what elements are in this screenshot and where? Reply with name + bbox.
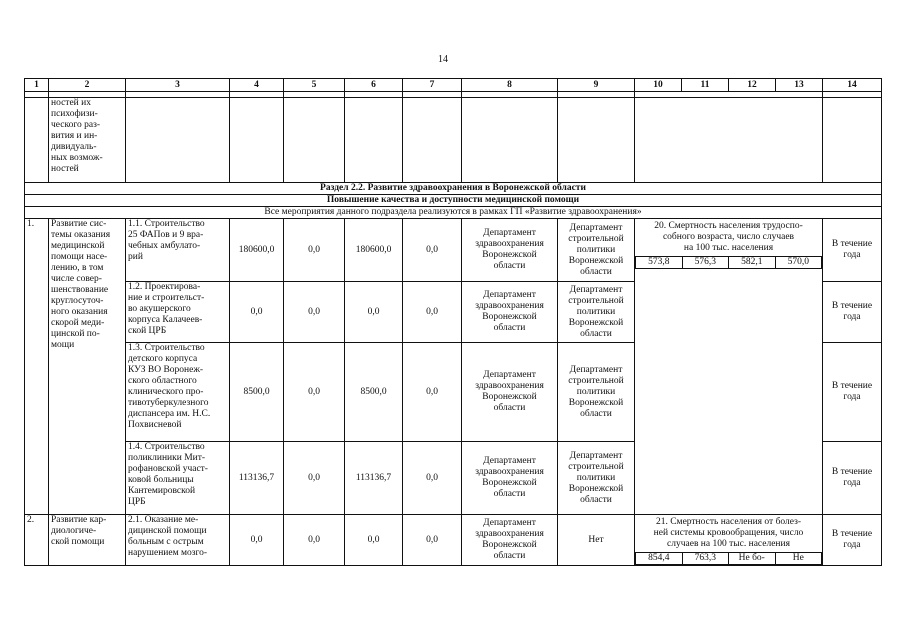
co-executor <box>558 515 635 566</box>
text-line: ского областного <box>128 376 197 386</box>
text-line: года <box>843 540 861 550</box>
text-line: психофизи- <box>51 109 98 119</box>
text-line: ковой больницы <box>128 475 194 485</box>
amount-c6: 8500,0 <box>345 343 403 442</box>
text-line: ностей их <box>51 98 91 108</box>
indicator-value: 573,8 <box>636 257 683 269</box>
text-line: лению, в том <box>51 263 104 273</box>
indicator-value: 582,1 <box>729 257 776 269</box>
co-executor <box>558 282 635 343</box>
amount-c6: 180600,0 <box>345 219 403 282</box>
responsible-executor <box>462 282 558 343</box>
text-line: В течение <box>831 381 873 391</box>
text-line: 20. Смертность населения трудоспо- <box>654 221 803 231</box>
text-line: Развитие кар- <box>51 515 107 525</box>
co-executor <box>558 343 635 442</box>
indicator-value: 570,0 <box>775 257 822 269</box>
continued-text <box>49 98 126 183</box>
text-line: ней системы кровообращения, число <box>653 528 804 538</box>
amount-c4: 0,0 <box>230 515 284 566</box>
text-line: 2.1. Оказание ме- <box>128 515 199 525</box>
text-line: помощи насе- <box>51 252 108 262</box>
program-table <box>24 78 882 566</box>
execution-term <box>823 219 882 282</box>
text-line: Департамент <box>483 228 536 238</box>
indicator-value: 854,4 <box>636 553 683 565</box>
text-line: ЦРБ <box>128 497 146 507</box>
indicator-value: Не <box>775 553 822 565</box>
text-line: мощи <box>51 340 75 350</box>
text-line: клинического про- <box>128 387 204 397</box>
text-line: Нет <box>588 534 604 545</box>
text-line: области <box>580 408 612 419</box>
text-line: ных возмож- <box>51 153 103 163</box>
amount-c4: 180600,0 <box>230 219 284 282</box>
text-line: медицинской <box>51 241 105 251</box>
execution-term <box>823 442 882 515</box>
amount-c4: 0,0 <box>230 282 284 343</box>
text-line: строительной <box>568 233 624 244</box>
text-line: 1.1. Строительство <box>128 219 205 229</box>
text-line: Развитие сис- <box>51 219 107 229</box>
text-line: цинской по- <box>51 329 100 339</box>
activity-text <box>126 442 230 515</box>
text-line: Департамент <box>569 364 623 375</box>
amount-c7: 0,0 <box>403 219 462 282</box>
row-number: 2. <box>25 515 49 566</box>
column-number: 7 <box>403 79 462 92</box>
text-line: здравоохранения <box>475 529 544 539</box>
column-number: 5 <box>284 79 345 92</box>
execution-term <box>823 343 882 442</box>
text-line: Воронежской <box>568 483 624 494</box>
text-line: области <box>580 328 612 339</box>
text-line: рий <box>128 252 143 262</box>
text-line: области <box>580 494 612 505</box>
amount-c5: 0,0 <box>284 219 345 282</box>
responsible-executor <box>462 219 558 282</box>
column-number: 2 <box>49 79 126 92</box>
column-number-row <box>25 79 882 92</box>
text-line: политики <box>576 472 616 483</box>
text-line: поликлиники Мит- <box>128 453 206 463</box>
responsible-executor <box>462 515 558 566</box>
activity-text <box>126 343 230 442</box>
text-line: скорой меди- <box>51 318 105 328</box>
text-line: нарушением мозго- <box>128 548 208 558</box>
text-line: 1.3. Строительство <box>128 343 205 353</box>
text-line: ской ЦРБ <box>128 326 167 336</box>
text-line: Воронежской <box>482 540 537 550</box>
text-line: В течение <box>831 301 873 311</box>
activity-text <box>126 515 230 566</box>
indicator-block <box>635 219 823 515</box>
text-line: В течение <box>831 529 873 539</box>
text-line: диологиче- <box>51 526 97 536</box>
amount-c5: 0,0 <box>284 515 345 566</box>
text-line: 25 ФАПов и 9 вра- <box>128 230 204 240</box>
text-line: собного возраста, число случаев <box>662 232 795 242</box>
text-line: шенствование <box>51 285 109 295</box>
column-number: 9 <box>558 79 635 92</box>
activity-row <box>25 515 882 566</box>
text-line: Воронежской <box>568 255 624 266</box>
column-number: 4 <box>230 79 284 92</box>
text-line: 1.2. Проектирова- <box>128 282 201 292</box>
co-executor <box>558 442 635 515</box>
text-line: корпуса Калачеев- <box>128 315 203 325</box>
column-number: 12 <box>729 79 776 92</box>
responsible-executor <box>462 343 558 442</box>
text-line: года <box>843 312 861 322</box>
row-name <box>49 219 126 515</box>
column-number: 1 <box>25 79 49 92</box>
amount-c6: 113136,7 <box>345 442 403 515</box>
section-note: Все мероприятия данного подраздела реализуются в рамках ГП «Развитие здравоохранения» <box>25 207 882 219</box>
text-line: 1.4. Строительство <box>128 442 205 452</box>
section-title: Раздел 2.2. Развитие здравоохранения в Воронежской области <box>25 183 882 195</box>
activity-text <box>126 219 230 282</box>
text-line: Воронежской <box>482 250 537 260</box>
amount-c7: 0,0 <box>403 343 462 442</box>
text-line: ного оказания <box>51 307 108 317</box>
text-line: года <box>843 392 861 402</box>
amount-c5: 0,0 <box>284 343 345 442</box>
text-line: случаев на 100 тыс. населения <box>667 539 790 549</box>
execution-term <box>823 515 882 566</box>
execution-term <box>823 282 882 343</box>
text-line: КУЗ ВО Воронеж- <box>128 365 204 375</box>
text-line: тивотуберкулезного <box>128 398 209 408</box>
text-line: В течение <box>831 239 873 249</box>
column-number: 10 <box>635 79 682 92</box>
text-line: политики <box>576 244 616 255</box>
text-line: ческого раз- <box>51 120 100 130</box>
text-line: Воронежской <box>568 317 624 328</box>
text-line: Похвисневой <box>128 420 182 430</box>
text-line: Кантемировской <box>128 486 196 496</box>
text-line: ние и строительст- <box>128 293 205 303</box>
text-line: В течение <box>831 467 873 477</box>
column-number: 14 <box>823 79 882 92</box>
text-line: политики <box>576 386 616 397</box>
indicator-value: 763,3 <box>682 553 729 565</box>
amount-c7: 0,0 <box>403 282 462 343</box>
text-line: Департамент <box>483 456 536 466</box>
indicator-value: 576,3 <box>682 257 729 269</box>
indicator-values <box>635 552 822 565</box>
text-line: здравоохранения <box>475 239 544 249</box>
text-line: круглосуточ- <box>51 296 104 306</box>
text-line: диспансера им. Н.С. <box>128 409 211 419</box>
amount-c5: 0,0 <box>284 282 345 343</box>
text-line: рофановской участ- <box>128 464 208 474</box>
indicator-value: Не бо- <box>729 553 776 565</box>
indicator-block <box>635 515 823 566</box>
text-line: строительной <box>568 295 624 306</box>
text-line: Департамент <box>483 518 536 528</box>
text-line: на 100 тыс. населения <box>683 243 774 253</box>
text-line: области <box>493 261 526 271</box>
text-line: темы оказания <box>51 230 111 240</box>
column-number: 3 <box>126 79 230 92</box>
text-line: Воронежской <box>568 397 624 408</box>
amount-c4: 8500,0 <box>230 343 284 442</box>
row-name <box>49 515 126 566</box>
text-line: Воронежской <box>482 312 537 322</box>
column-number: 6 <box>345 79 403 92</box>
text-line: области <box>493 323 526 333</box>
text-line: Департамент <box>483 370 536 380</box>
activity-text <box>126 282 230 343</box>
row-number: 1. <box>25 219 49 515</box>
indicator-values-row <box>636 257 822 269</box>
indicator-values <box>635 256 822 269</box>
text-line: области <box>493 551 526 561</box>
text-line: детского корпуса <box>128 354 198 364</box>
text-line: Департамент <box>569 450 623 461</box>
text-line: 21. Смертность населения от болез- <box>655 517 802 527</box>
text-line: Департамент <box>483 290 536 300</box>
indicator-title <box>635 219 822 256</box>
text-line: Воронежской <box>482 478 537 488</box>
text-line: во акушерского <box>128 304 191 314</box>
column-number: 11 <box>682 79 729 92</box>
subsection-title: Повышение качества и доступности медицинской помощи <box>25 195 882 207</box>
text-line: года <box>843 478 861 488</box>
text-line: дицинской помощи <box>128 526 207 536</box>
text-line: больным с острым <box>128 537 204 547</box>
amount-c5: 0,0 <box>284 442 345 515</box>
amount-c4: 113136,7 <box>230 442 284 515</box>
text-line: области <box>493 403 526 413</box>
text-line: Департамент <box>569 284 623 295</box>
text-line: вития и ин- <box>51 131 98 141</box>
text-line: области <box>493 489 526 499</box>
text-line: Воронежской <box>482 392 537 402</box>
text-line: года <box>843 250 861 260</box>
continued-row <box>25 98 882 183</box>
text-line: числе совер- <box>51 274 102 284</box>
amount-c7: 0,0 <box>403 515 462 566</box>
text-line: здравоохранения <box>475 381 544 391</box>
co-executor <box>558 219 635 282</box>
amount-c6: 0,0 <box>345 282 403 343</box>
text-line: Департамент <box>569 222 623 233</box>
text-line: строительной <box>568 461 624 472</box>
text-line: здравоохранения <box>475 301 544 311</box>
amount-c7: 0,0 <box>403 442 462 515</box>
column-number: 13 <box>776 79 823 92</box>
text-line: здравоохранения <box>475 467 544 477</box>
text-line: политики <box>576 306 616 317</box>
amount-c6: 0,0 <box>345 515 403 566</box>
text-line: чебных амбулато- <box>128 241 201 251</box>
indicator-title <box>635 515 822 552</box>
text-line: ской помощи <box>51 537 105 547</box>
indicator-values-row <box>636 553 822 565</box>
text-line: строительной <box>568 375 624 386</box>
activity-row <box>25 219 882 282</box>
responsible-executor <box>462 442 558 515</box>
column-number: 8 <box>462 79 558 92</box>
text-line: дивидуаль- <box>51 142 97 152</box>
text-line: ностей <box>51 164 79 174</box>
text-line: области <box>580 266 612 277</box>
page-number: 14 <box>438 54 448 65</box>
